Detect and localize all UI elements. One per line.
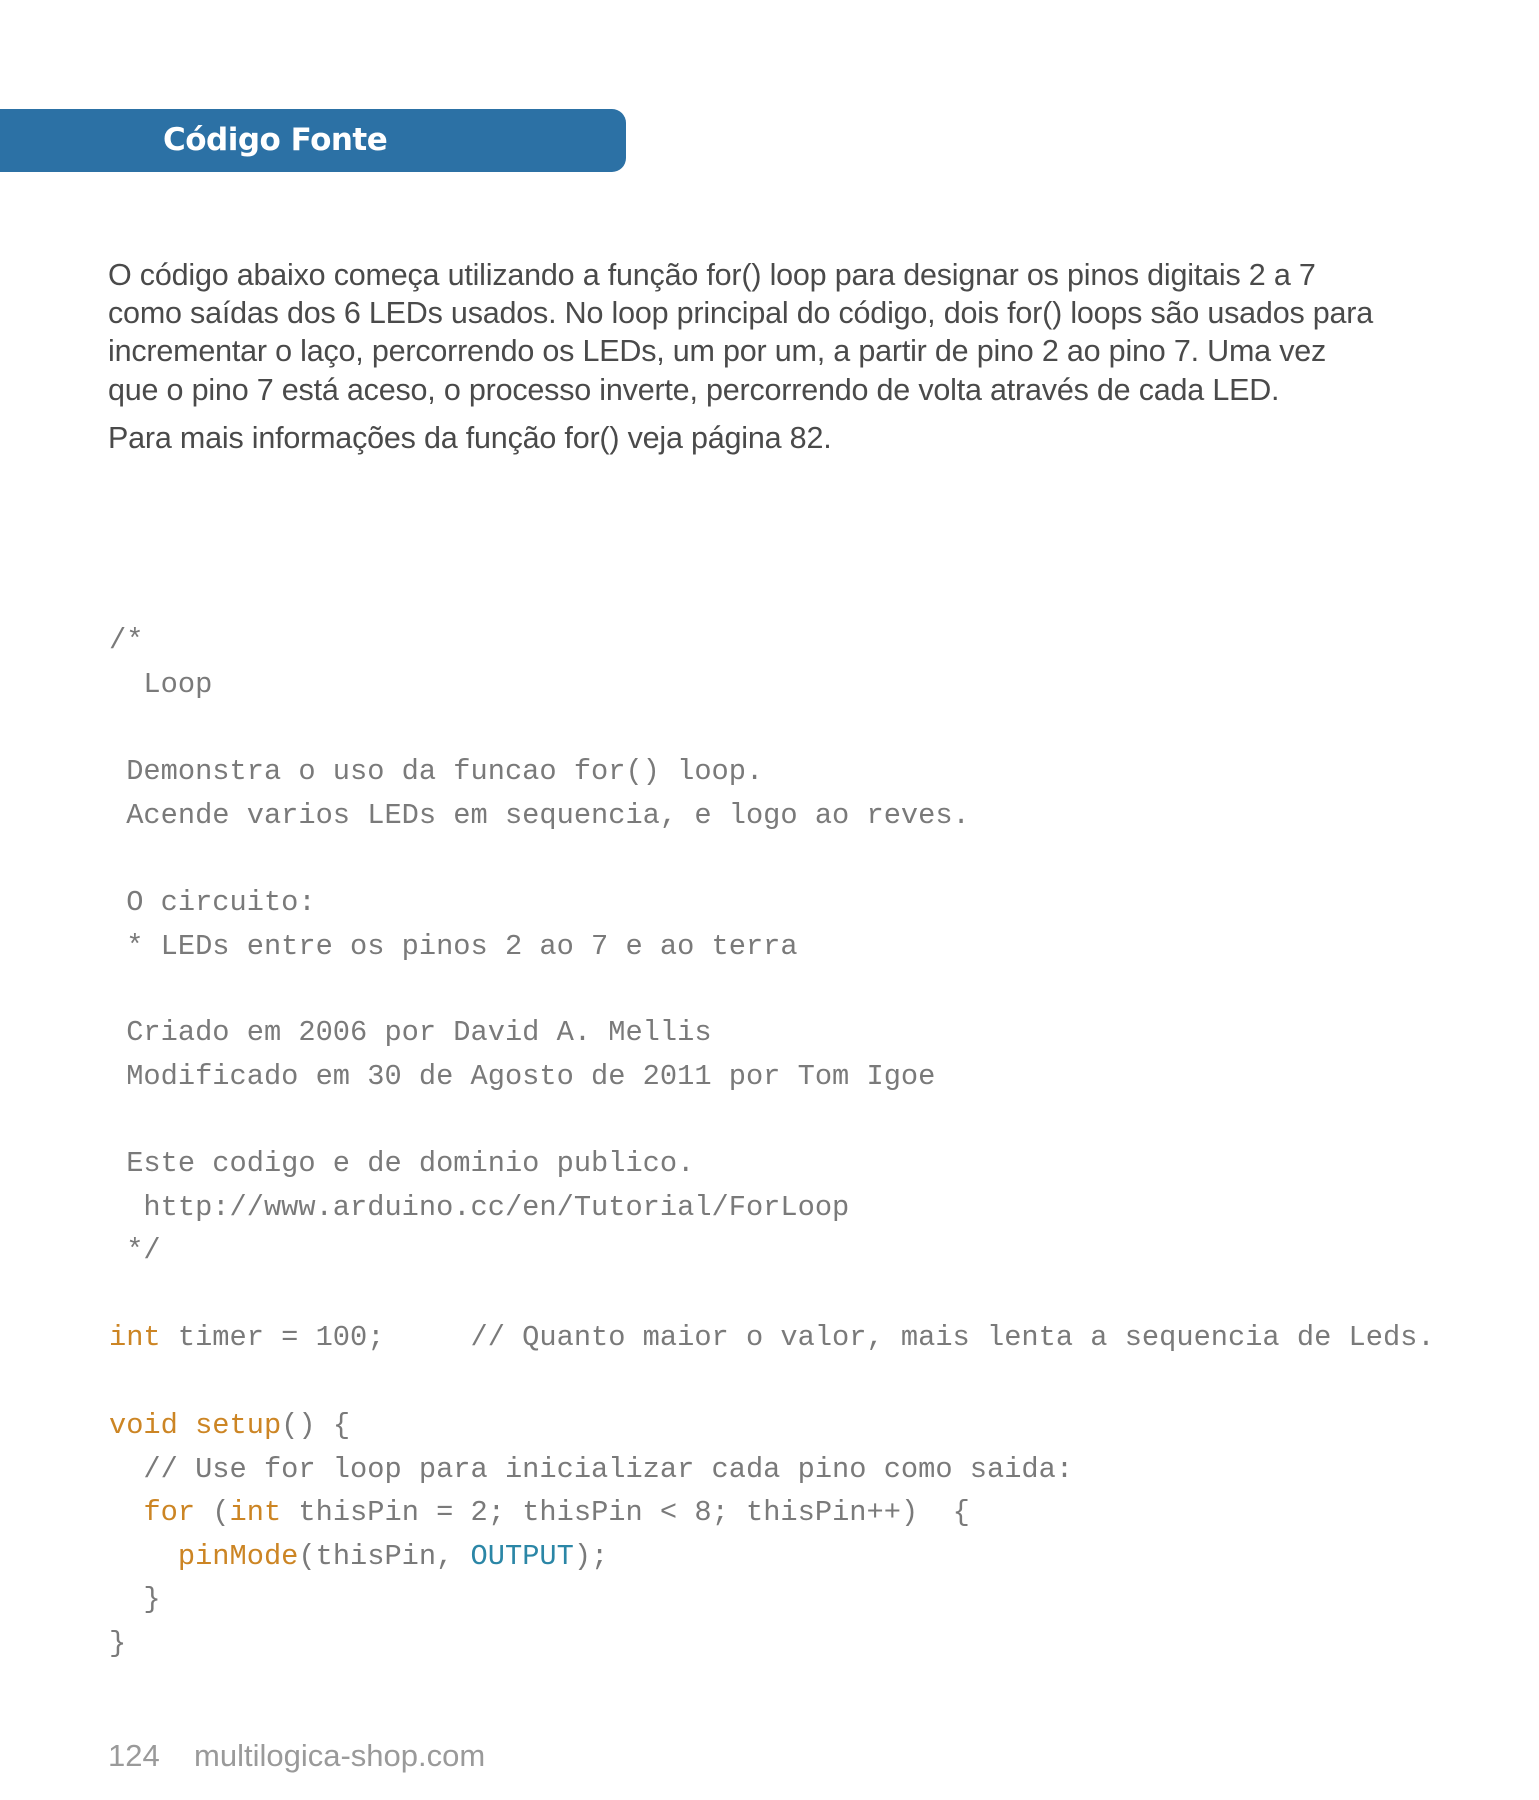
- function-name: setup: [195, 1409, 282, 1442]
- indent: [109, 1540, 178, 1573]
- code-comment-line: /*: [109, 624, 144, 657]
- code-comment-line: Modificado em 30 de Agosto de 2011 por Tom Igoe: [109, 1060, 936, 1093]
- intro-line: como saídas dos 6 LEDs usados. No loop principal do código, dois for() loops são usados para: [108, 296, 1374, 330]
- code-comment-line: Criado em 2006 por David A. Mellis: [109, 1016, 712, 1049]
- code-line-pinmode: [109, 1540, 608, 1573]
- intro-line: incrementar o laço, percorrendo os LEDs, um por um, a partir de pino 2 ao pino 7. Uma vez: [108, 334, 1327, 368]
- footer-site: multilogica-shop.com: [194, 1738, 486, 1773]
- code-text: thisPin = 2; thisPin < 8; thisPin++) {: [281, 1496, 970, 1529]
- code-line-comment: // Use for loop para inicializar cada pino como saida:: [109, 1453, 1074, 1486]
- function-name: pinMode: [177, 1540, 299, 1573]
- code-text: (thisPin,: [298, 1540, 471, 1573]
- page-number: 124: [108, 1738, 160, 1773]
- code-line-for: [109, 1496, 970, 1529]
- code-comment-line: * LEDs entre os pinos 2 ao 7 e ao terra: [109, 930, 798, 963]
- section-header-banner: [0, 109, 626, 172]
- code-comment-line: http://www.arduino.cc/en/Tutorial/ForLoop: [109, 1191, 850, 1224]
- code-line-close: }: [109, 1583, 161, 1616]
- constant: OUTPUT: [470, 1540, 574, 1573]
- code-text: );: [573, 1540, 609, 1573]
- intro-note: Para mais informações da função for() veja página 82.: [108, 421, 832, 455]
- code-comment-line: */: [109, 1234, 161, 1267]
- code-text: (: [195, 1496, 230, 1529]
- intro-line: que o pino 7 está aceso, o processo inverte, percorrendo de volta através de cada LED.: [108, 373, 1280, 407]
- code-comment-line: O circuito:: [109, 886, 316, 919]
- code-comment-line: Acende varios LEDs em sequencia, e logo ao reves.: [109, 799, 970, 832]
- keyword: int: [109, 1321, 161, 1354]
- code-comment-line: Demonstra o uso da funcao for() loop.: [109, 755, 764, 788]
- keyword: void: [109, 1409, 178, 1442]
- keyword: for: [143, 1496, 196, 1529]
- code-text: timer = 100; // Quanto maior o valor, mais lenta a sequencia de Leds.: [160, 1321, 1435, 1354]
- code-line-setup: [109, 1409, 350, 1442]
- keyword: int: [229, 1496, 282, 1529]
- code-comment-line: Loop: [109, 668, 213, 701]
- code-line-close: }: [109, 1627, 127, 1660]
- code-comment-line: Este codigo e de dominio publico.: [109, 1147, 695, 1180]
- code-text: () {: [281, 1409, 351, 1442]
- code-line-timer: [109, 1321, 1435, 1354]
- indent: [109, 1496, 143, 1529]
- section-title: Código Fonte: [163, 122, 388, 158]
- intro-line: O código abaixo começa utilizando a função for() loop para designar os pinos digitais 2 a 7: [108, 258, 1316, 292]
